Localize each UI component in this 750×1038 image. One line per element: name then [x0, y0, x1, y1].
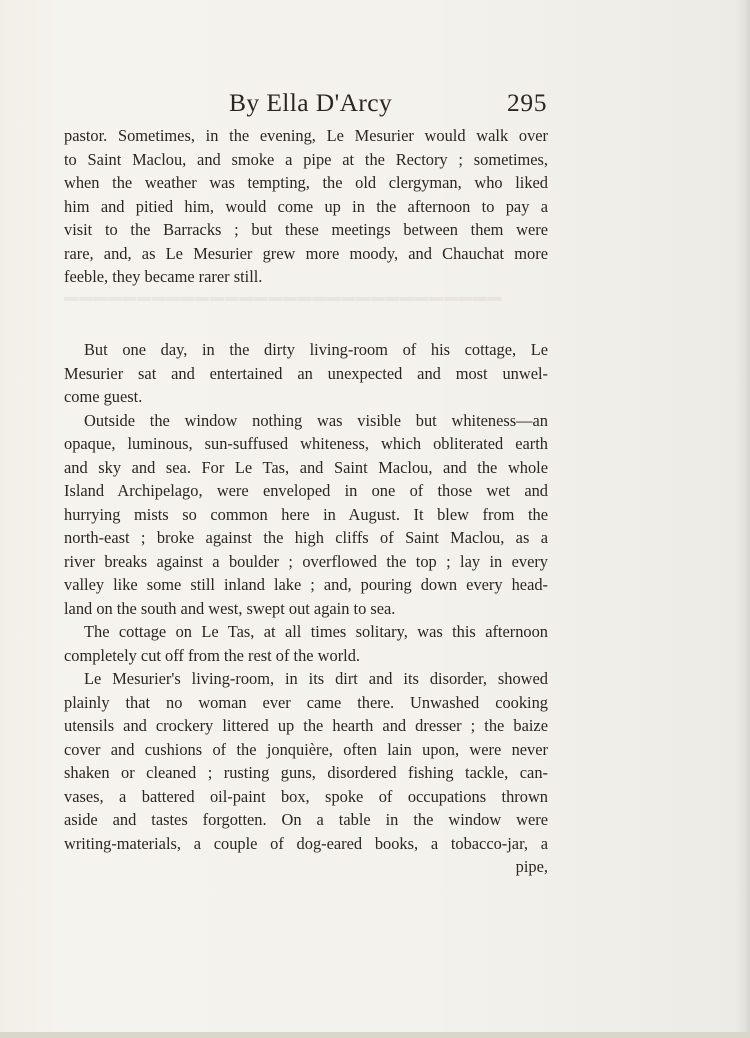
page-bottom-edge: [0, 1032, 750, 1038]
text-line: Le Mesurier's living-room, in its dirt and its disorder, showed: [84, 669, 548, 688]
text-line: Mesurier sat and entertained an unexpected and most unwel-: [64, 363, 548, 383]
page-edge-shadow: [736, 0, 750, 1038]
text-line: Outside the window nothing was visible but whiteness—an: [84, 410, 548, 430]
text-line: The cottage on Le Tas, at all times solitary, was this afternoon: [84, 622, 548, 641]
text-line: when the weather was tempting, the old clergyman, who liked: [64, 173, 548, 192]
text-line: plainly that no woman ever came there. Unwashed cooking: [64, 692, 548, 712]
running-head: [0, 86, 750, 120]
text-line: and sky and sea. For Le Tas, and Saint Maclou, and the whole: [64, 457, 548, 477]
text-line: him and pitied him, would come up in the afternoon to pay a: [64, 196, 548, 216]
text-line: shaken or cleaned ; rusting guns, disordered fishing tackle, can-: [64, 763, 548, 782]
text-line: land on the south and west, swept out again to sea.: [64, 598, 396, 618]
text-line: cover and cushions of the jonquière, often lain upon, were never: [64, 739, 548, 759]
text-line: completely cut off from the rest of the world.: [64, 645, 361, 665]
text-line: to Saint Maclou, and smoke a pipe at the Rectory ; sometimes,: [64, 149, 548, 169]
text-line: pastor. Sometimes, in the evening, Le Mesurier would walk over: [64, 126, 548, 145]
text-line: come guest.: [64, 387, 143, 406]
show-through-texture: ▬▬▬▬▬▬▬▬▬▬▬▬▬▬▬▬▬▬▬▬▬▬▬▬▬▬▬▬▬▬: [64, 290, 502, 305]
text-line: valley like some still inland lake ; and, pouring down every head-: [64, 575, 548, 594]
text-line: river breaks against a boulder ; overflowed the top ; lay in every: [64, 551, 548, 571]
text-line: vases, a battered oil-paint box, spoke of occupations thrown: [64, 786, 548, 806]
text-line: feeble, they became rarer still.: [64, 267, 263, 286]
running-title: By Ella D'Arcy: [229, 88, 393, 117]
section-body: [64, 338, 548, 879]
text-line: writing-materials, a couple of dog-eared books, a tobacco-jar, a: [64, 833, 548, 853]
text-line: aside and tastes forgotten. On a table in the window were: [64, 810, 548, 829]
catchword: pipe,: [515, 857, 548, 876]
text-line: opaque, luminous, sun-suffused whiteness, which obliterated earth: [64, 434, 548, 453]
text-line: rare, and, as Le Mesurier grew more moody, and Chauchat more: [64, 243, 548, 263]
text-line: hurrying mists so common here in August. It blew from the: [64, 504, 548, 524]
text-line: But one day, in the dirty living-room of his cottage, Le: [84, 340, 548, 359]
text-line: visit to the Barracks ; but these meetings between them were: [64, 220, 548, 239]
text-line: north-east ; broke against the high cliffs of Saint Maclou, as a: [64, 528, 548, 547]
page-number: 295: [507, 88, 548, 117]
text-line: Island Archipelago, were enveloped in one of those wet and: [64, 481, 548, 500]
text-line: utensils and crockery littered up the hearth and dresser ; the baize: [64, 716, 548, 735]
paragraph-continuation: [64, 124, 548, 289]
